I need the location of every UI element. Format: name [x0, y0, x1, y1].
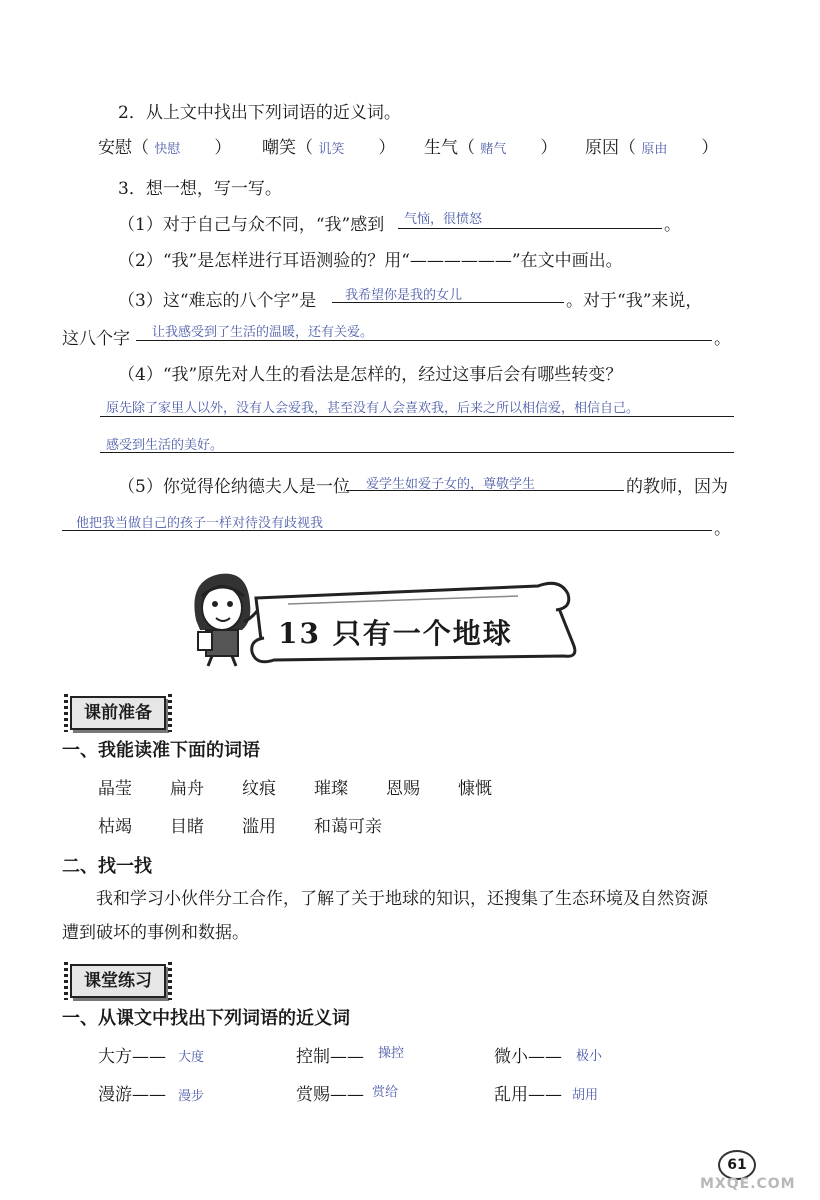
answer-underline — [398, 228, 662, 229]
vocab-word: 和蔼可亲 — [314, 817, 382, 837]
lesson-banner — [178, 560, 598, 670]
answer-underline — [346, 490, 624, 491]
watermark: MXQE.COM — [700, 1176, 796, 1192]
vocab-word: 璀璨 — [314, 779, 348, 799]
pair-word: 生气 — [424, 138, 458, 158]
q3-s3-suffix: 。对于“我”来说， — [566, 291, 703, 311]
section-tag-prep: 课前准备 — [70, 696, 166, 730]
vocab-word: 恩赐 — [386, 779, 420, 799]
q3-s5-suffix: 的教师，因为 — [626, 477, 728, 497]
q3-s3-line2-suffix: 。 — [714, 329, 731, 349]
practice-word: 赏赐—— — [296, 1085, 364, 1105]
answer-underline — [136, 340, 712, 341]
pair-word: 安慰 — [98, 138, 132, 158]
synonym-pair: 原因（ 原由 ） — [585, 138, 719, 158]
practice-answer: 操控 — [378, 1046, 405, 1061]
q3-s4-text: （4）“我”原先对人生的看法是怎样的，经过这事后会有哪些转变？ — [118, 365, 623, 385]
pair-answer: 快慰 — [154, 142, 181, 157]
q3-s5-line2-answer: 他把我当做自己的孩子一样对待没有歧视我 — [76, 516, 324, 531]
q3-s3-answer: 我希望你是我的女儿 — [345, 288, 463, 303]
answer-underline — [100, 452, 734, 453]
girl-cartoon-icon — [194, 574, 260, 666]
practice-answer: 极小 — [576, 1049, 603, 1064]
practice-word: 大方—— — [98, 1047, 166, 1067]
pair-answer: 讥笑 — [318, 142, 345, 157]
synonym-pair: 嘲笑（ 讥笑 ） — [262, 138, 396, 158]
practice-word: 微小—— — [494, 1047, 562, 1067]
vocab-word: 纹痕 — [242, 779, 276, 799]
answer-underline — [100, 416, 734, 417]
vocab-word: 晶莹 — [98, 779, 132, 799]
q3-s1-answer: 气恼，很愤怒 — [404, 212, 483, 227]
section-tag-practice: 课堂练习 — [70, 964, 166, 998]
vocab-word: 枯竭 — [98, 817, 132, 837]
practice-heading-1: 一、从课文中找出下列词语的近义词 — [62, 1008, 350, 1029]
q3-s3-line2-prefix: 这八个字 — [62, 329, 130, 349]
q3-s4-answer-line1: 原先除了家里人以外，没有人会爱我，甚至没有人会喜欢我，后来之所以相信爱，相信自己。 — [106, 401, 640, 416]
q3-s1-suffix: 。 — [664, 215, 681, 235]
q3-s1-prefix: （1）对于自己与众不同，“我”感到 — [118, 215, 385, 235]
practice-answer: 漫步 — [178, 1089, 205, 1104]
lesson-title: 13 只有一个地球 — [278, 617, 513, 650]
q3-s3-prefix: （3）这“难忘的八个字”是 — [118, 291, 317, 311]
q3-s4-answer-line2: 感受到生活的美好。 — [106, 438, 224, 453]
prep-heading-2: 二、找一找 — [62, 856, 152, 877]
q3-s5-prefix: （5）你觉得伦纳德夫人是一位 — [118, 477, 350, 497]
practice-word: 控制—— — [296, 1047, 364, 1067]
vocab-word: 目睹 — [170, 817, 204, 837]
pair-word: 原因 — [585, 138, 619, 158]
pair-answer: 赌气 — [480, 142, 507, 157]
q3-s5-line2-suffix: 。 — [714, 519, 731, 539]
synonym-pair: 安慰（ 快慰 ） — [98, 138, 232, 158]
practice-answer: 赏给 — [372, 1085, 399, 1100]
vocab-word: 扁舟 — [170, 779, 204, 799]
q3-s2-wavy: —————— — [409, 251, 512, 271]
practice-word: 乱用—— — [494, 1085, 562, 1105]
q3-s3-line2-answer: 让我感受到了生活的温暖，还有关爱。 — [152, 325, 374, 340]
answer-underline — [332, 302, 564, 303]
pair-answer: 原由 — [641, 142, 668, 157]
q3-s2-suffix: ”在文中画出。 — [511, 251, 623, 271]
synonym-pair: 生气（ 赌气 ） — [424, 138, 558, 158]
answer-underline — [62, 530, 712, 531]
page-number: 61 — [718, 1150, 756, 1180]
prep-heading-1: 一、我能读准下面的词语 — [62, 740, 260, 761]
practice-answer: 大度 — [178, 1050, 205, 1065]
practice-word: 漫游—— — [98, 1085, 166, 1105]
q3-title: 3．想一想，写一写。 — [118, 179, 282, 199]
pair-word: 嘲笑 — [262, 138, 296, 158]
vocab-word: 慷慨 — [458, 779, 492, 799]
prep-paragraph: 我和学习小伙伴分工合作，了解了关于地球的知识，还搜集了生态环境及自然资源遭到破坏的事例和数据。 — [62, 889, 708, 943]
q3-s2-prefix: （2）“我”是怎样进行耳语测验的？用“ — [118, 251, 410, 271]
q3-s5-answer: 爱学生如爱子女的，尊敬学生 — [366, 477, 536, 492]
vocab-word: 滥用 — [242, 817, 276, 837]
q3-s2-text — [118, 246, 623, 271]
practice-answer: 胡用 — [572, 1088, 599, 1103]
q2-title: 2．从上文中找出下列词语的近义词。 — [118, 103, 401, 123]
